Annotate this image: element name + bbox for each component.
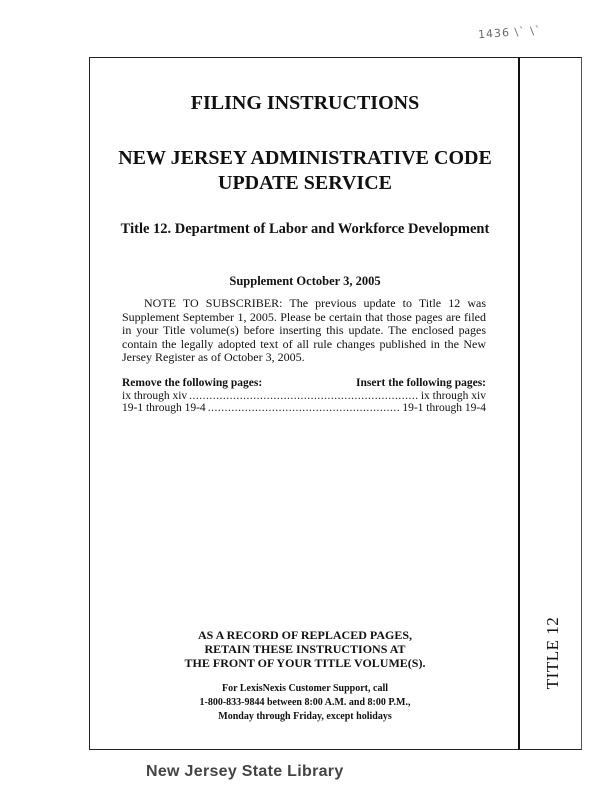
filing-heading: FILING INSTRUCTIONS	[190, 92, 420, 114]
subscriber-note: NOTE TO SUBSCRIBER: The previous update to Title 12 was Supplement September 1, 2005. Please be certain that those pages are filed in your Title volume(s) before inserting this update. The enclosed pages contain the legally adopted text of all rule changes published in the New Jersey Register as of October 3, 2005.	[122, 296, 486, 364]
title-heading: Title 12. Department of Labor and Workforce Development	[120, 221, 490, 237]
supplement-heading: Supplement October 3, 2005	[229, 274, 381, 288]
contact-line2: 1-800-833-9844 between 8:00 A.M. and 8:00 P.M.,	[199, 697, 411, 708]
leader-dots	[208, 402, 401, 415]
support-contact	[100, 682, 510, 724]
remove-header: Remove the following pages:	[122, 377, 263, 389]
retain-line3: THE FRONT OF YOUR TITLE VOLUME(S).	[184, 656, 426, 670]
title-tab-label	[531, 608, 575, 698]
pages-table-header	[122, 377, 486, 390]
retain-line2: RETAIN THESE INSTRUCTIONS AT	[204, 642, 406, 656]
title-tab-text: TITLE 12	[543, 616, 562, 690]
handwritten-mark: 1436 \` \`	[477, 23, 542, 42]
retain-line1: AS A RECORD OF REPLACED PAGES,	[197, 628, 413, 642]
remove-pages: ix through xiv	[122, 389, 188, 402]
pages-table	[122, 377, 486, 415]
leader-dots	[189, 390, 419, 403]
insert-pages: ix through xiv	[420, 389, 486, 402]
table-row	[122, 390, 486, 403]
insert-pages: 19-1 through 19-4	[402, 402, 486, 414]
contact-line1: For LexisNexis Customer Support, call	[221, 683, 388, 694]
table-row	[122, 402, 486, 415]
insert-header: Insert the following pages:	[355, 377, 486, 389]
retain-notice	[100, 628, 510, 670]
code-heading-line2: UPDATE SERVICE	[218, 172, 392, 194]
code-heading-line1: NEW JERSEY ADMINISTRATIVE CODE	[118, 147, 492, 169]
contact-line3: Monday through Friday, except holidays	[218, 711, 392, 722]
remove-pages: 19-1 through 19-4	[122, 402, 206, 414]
library-stamp: New Jersey State Library	[146, 763, 344, 780]
